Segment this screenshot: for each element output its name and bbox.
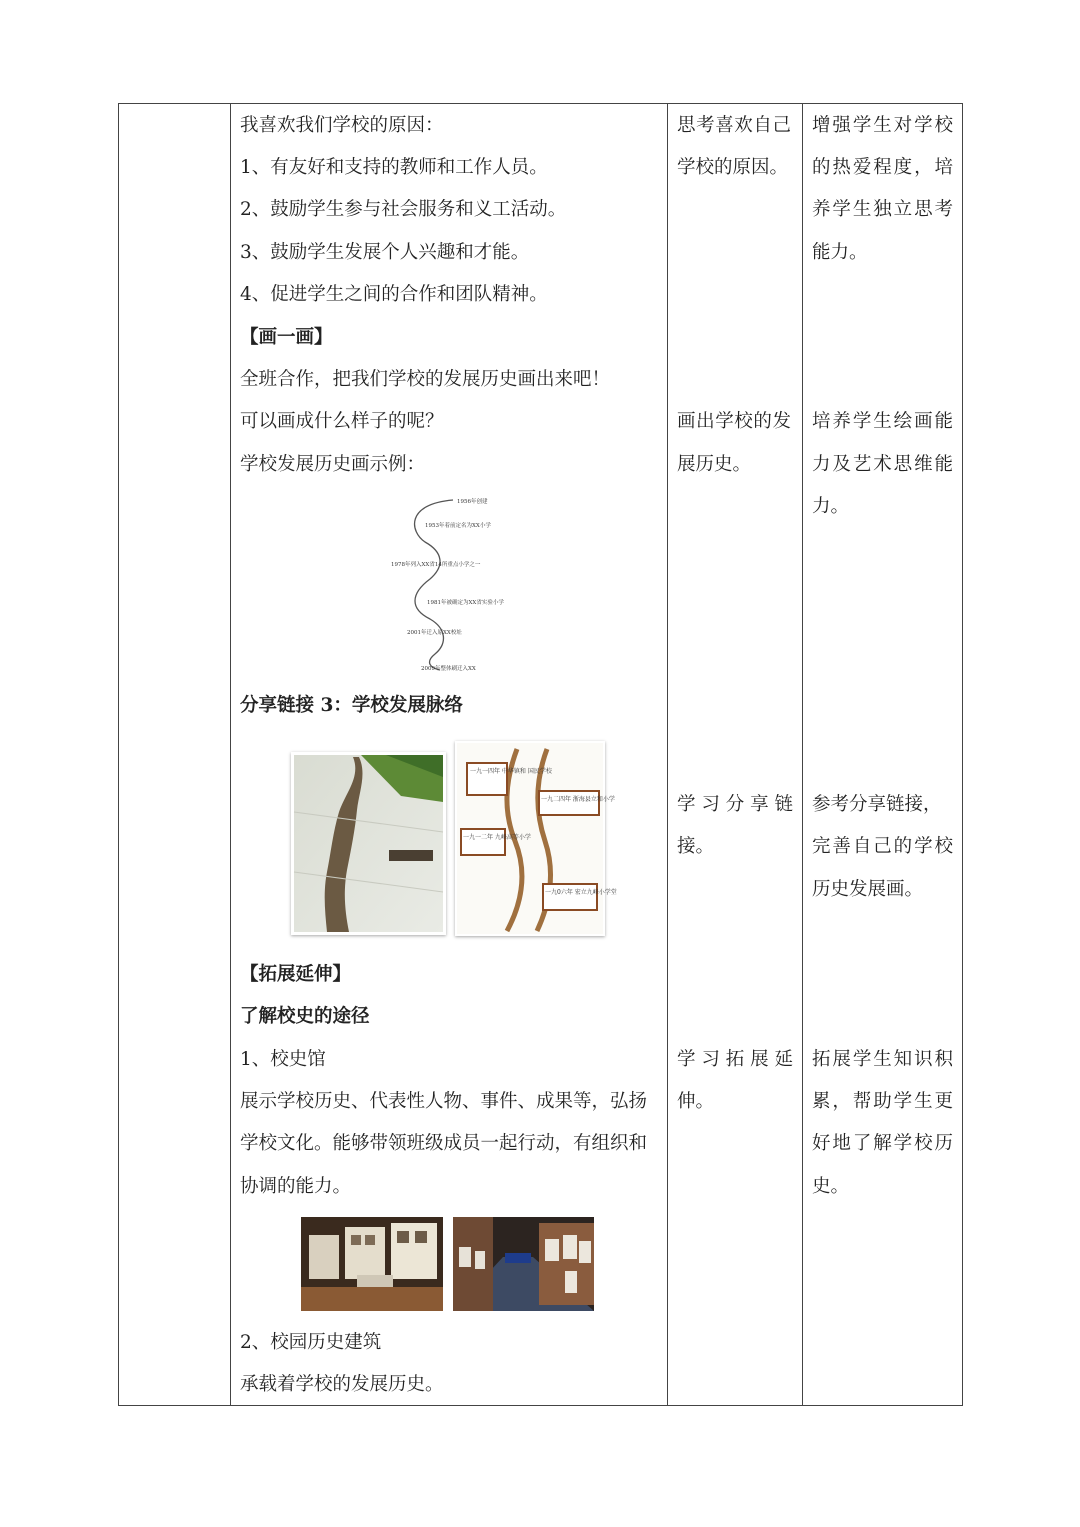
reasons-heading: 我喜欢我们学校的原因： xyxy=(240,115,444,136)
purpose-text: 的热爱程度，培 xyxy=(812,157,953,178)
draw-heading: 【画一画】 xyxy=(240,327,333,348)
museum-photo-2 xyxy=(453,1217,594,1311)
timeline-label: 1953年着前定名为XX小学 xyxy=(425,523,491,529)
extend-heading: 【拓展延伸】 xyxy=(240,964,352,985)
purpose-text: 力及艺术思维能 xyxy=(812,454,953,475)
drawing-label: 一九一二年 九峰高等小学 xyxy=(463,834,531,841)
purpose-text: 拓展学生知识积 xyxy=(812,1049,953,1070)
purpose-text: 完善自己的学校 xyxy=(812,836,953,857)
purpose-text: 力。 xyxy=(812,496,850,517)
activity-text: 画出学校的发 xyxy=(677,411,791,432)
activity-text: 思考喜欢自己 xyxy=(677,115,791,136)
timeline-drawing-photo xyxy=(455,741,617,936)
purpose-text: 养学生独立思考 xyxy=(812,199,953,220)
extend-item-title: 1、校史馆 xyxy=(240,1049,326,1070)
share-heading: 分享链接 3：学校发展脉络 xyxy=(240,695,463,716)
purpose-text: 累，帮助学生更 xyxy=(812,1091,953,1112)
column-divider xyxy=(230,104,231,1405)
drawing-label: 一九一四年 中华镇和 国民学校 xyxy=(470,768,552,775)
drawing-label: 一九0六年 宏立九峰小学堂 xyxy=(545,889,617,896)
draw-line: 学校发展历史画示例： xyxy=(240,454,426,475)
path-photo xyxy=(291,752,446,935)
list-item: 4、促进学生之间的合作和团队精神。 xyxy=(240,284,548,305)
extend-item-title: 2、校园历史建筑 xyxy=(240,1332,382,1353)
draw-line: 全班合作，把我们学校的发展历史画出来吧！ xyxy=(240,369,611,390)
activity-text: 学 习 分 享 链 xyxy=(677,794,794,815)
timeline-label: 1956年创建 xyxy=(457,499,488,505)
activity-text: 展历史。 xyxy=(677,454,752,475)
purpose-text: 参考分享链接， xyxy=(812,794,942,815)
timeline-label: 1981年被确定为XX省实验小学 xyxy=(427,600,504,606)
column-divider xyxy=(802,104,803,1405)
timeline-label: 1978年列入XX省14所重点小学之一 xyxy=(391,562,481,568)
extend-item-line: 学校文化。能够带领班级成员一起行动，有组织和 xyxy=(240,1133,648,1154)
timeline-example-drawing xyxy=(385,494,535,674)
list-item: 2、鼓励学生参与社会服务和义工活动。 xyxy=(240,199,567,220)
purpose-text: 培养学生绘画能 xyxy=(812,411,953,432)
activity-text: 伸。 xyxy=(677,1091,715,1112)
purpose-text: 好地了解学校历 xyxy=(812,1133,953,1154)
list-item: 1、有友好和支持的教师和工作人员。 xyxy=(240,157,548,178)
column-divider xyxy=(667,104,668,1405)
extend-item-line: 协调的能力。 xyxy=(240,1176,352,1197)
purpose-text: 历史发展画。 xyxy=(812,879,924,900)
extend-item-line: 展示学校历史、代表性人物、事件、成果等，弘扬 xyxy=(240,1091,648,1112)
list-item: 3、鼓励学生发展个人兴趣和才能。 xyxy=(240,242,530,263)
activity-text: 学 习 拓 展 延 xyxy=(677,1049,794,1070)
draw-line: 可以画成什么样子的呢？ xyxy=(240,411,444,432)
purpose-text: 能力。 xyxy=(812,242,868,263)
purpose-text: 增强学生对学校 xyxy=(812,115,953,136)
extend-subheading: 了解校史的途径 xyxy=(240,1006,370,1027)
museum-photo-1 xyxy=(301,1217,443,1311)
timeline-label: 2009年整体刷迁入XX xyxy=(421,666,476,672)
drawing-label: 一九二四年 浙海县立和小学 xyxy=(541,796,615,803)
purpose-text: 史。 xyxy=(812,1176,850,1197)
extend-item-line: 承载着学校的发展历史。 xyxy=(240,1374,444,1395)
timeline-label: 2001年迁入原XX校址 xyxy=(407,630,462,636)
activity-text: 学校的原因。 xyxy=(677,157,789,178)
activity-text: 接。 xyxy=(677,836,715,857)
